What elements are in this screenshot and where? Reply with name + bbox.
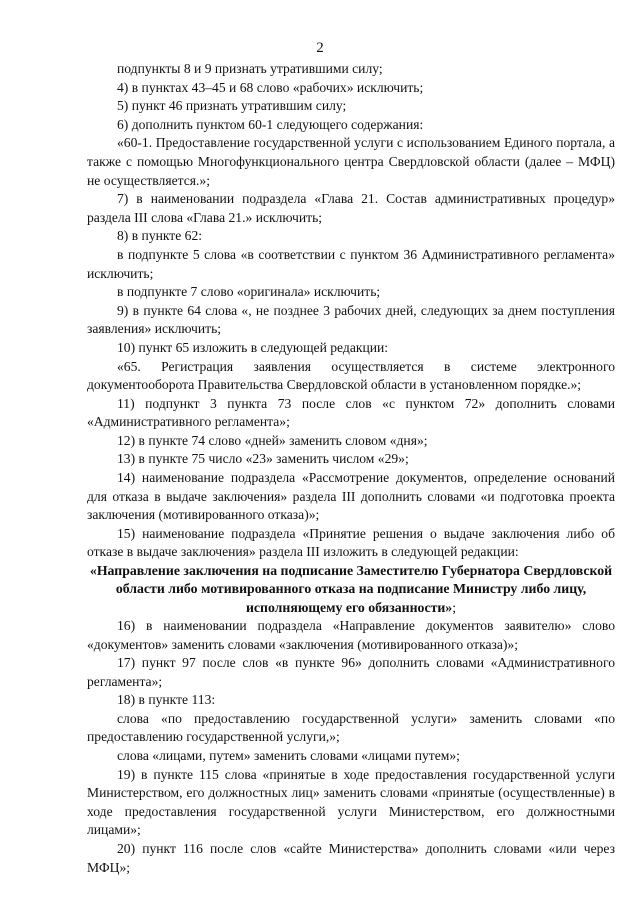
paragraph: 14) наименование подраздела «Рассмотрение документов, определение оснований для отказа в выдаче заключения» раздела III дополнить словами «и подготовка проекта заключения (мотивированного отказа)»; [87,470,615,523]
paragraph: 18) в пункте 113: [117,692,216,708]
section-heading-text: «Направление заключения на подписание Заместителю Губернатора Свердловской области либо мотивированного отказа на подписание Министру либо лицу, исполняющему его обязанности» [89,563,613,615]
paragraph: слова «лицами, путем» заменить словами «лицами путем»; [117,748,460,764]
paragraph: «65. Регистрация заявления осуществляется в системе электронного документооборота Правительства Свердловской области в установленном порядке.»; [87,358,615,393]
paragraph: 5) пункт 46 признать утратившим силу; [117,98,347,114]
paragraph: 8) в пункте 62: [117,228,203,244]
paragraph: 7) в наименовании подраздела «Глава 21. Состав административных процедур» раздела III слова «Глава 21.» исключить; [87,191,615,225]
paragraph: в подпункте 7 слово «оригинала» исключить; [117,284,381,300]
document-body [87,60,615,877]
paragraph: 17) пункт 97 после слов «в пункте 96» дополнить словами «Административного регламента»; [87,655,615,689]
paragraph: 6) дополнить пунктом 60-1 следующего содержания: [117,116,424,132]
paragraph: «60-1. Предоставление государственной услуги с использованием Единого портала, а также с помощью Многофункционального центра Свердловской области (далее – МФЦ) не осуществляется.»; [87,135,615,188]
paragraph: в подпункте 5 слова «в соответствии с пунктом 36 Административного регламента» исключить; [87,246,615,281]
paragraph: 11) подпункт 3 пункта 73 после слов «с пунктом 72» дополнить словами «Административного регламента»; [87,395,615,430]
paragraph: 16) в наименовании подраздела «Направление документов заявителю» слово «документов» заменить словами «заключения (мотивированного отказа)»; [87,617,615,652]
paragraph: 10) пункт 65 изложить в следующей редакции: [117,339,389,355]
paragraph: 20) пункт 116 после слов «сайте Министерства» дополнить словами «или через МФЦ»; [87,841,615,875]
paragraph: 12) в пункте 74 слово «дней» заменить словом «дня»; [117,432,428,448]
paragraph: 13) в пункте 75 число «23» заменить числом «29»; [117,451,409,467]
page-number: 2 [316,40,324,56]
paragraph: 15) наименование подраздела «Принятие решения о выдаче заключения либо об отказе в выдаче заключения» раздела III изложить в следующей редакции: [87,525,615,560]
paragraph: 19) в пункте 115 слова «принятые в ходе предоставления государственной услуги Министерством, его должностных лиц» заменить словами «принятые (осуществленные) в ходе предоставления государственной услуги Министерством, его должностными лицами»; [87,766,615,838]
paragraph: слова «по предоставлению государственной услуги» заменить словами «по предоставлению государственной услуги,»; [87,710,615,745]
paragraph: 9) в пункте 64 слова «, не позднее 3 рабочих дней, следующих за днем поступления заявления» исключить; [87,302,615,337]
section-heading [87,562,615,617]
paragraph: 4) в пунктах 43–45 и 68 слово «рабочих» исключить; [117,79,424,95]
paragraph: подпункты 8 и 9 признать утратившими силу; [117,61,383,76]
section-heading-tail: ; [452,599,457,615]
